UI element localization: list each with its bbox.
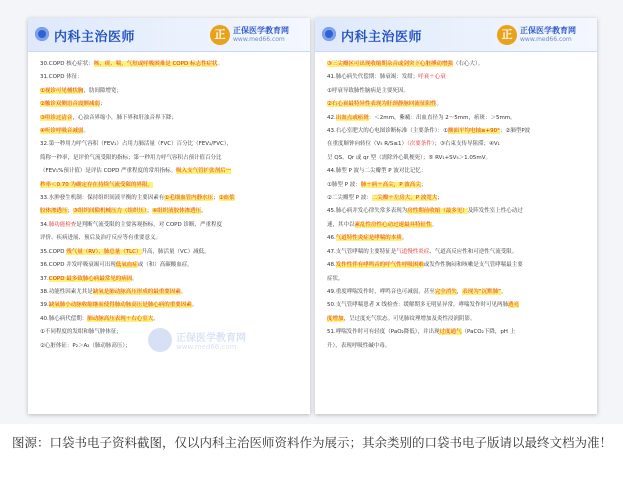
text-segment: 42.	[327, 114, 336, 121]
text-segment: 33.水肿發生机制：保持组织间液平衡的主要因素有	[40, 195, 165, 202]
text-line	[40, 219, 300, 232]
text-line	[327, 246, 587, 259]
page-title: 内科主治医师	[341, 30, 423, 45]
text-line	[40, 259, 300, 272]
text-segment: 。	[431, 221, 438, 228]
text-segment: 是判断气流受限的主要客观指标，对 COPD 诊断、严重程度	[76, 221, 222, 228]
text-segment: ；	[420, 181, 427, 188]
text-line	[40, 85, 300, 98]
text-line	[327, 71, 587, 84]
highlighted-text: ①毛细血管内静水压	[164, 195, 214, 202]
text-segment: 。	[191, 302, 198, 309]
text-line	[327, 112, 587, 125]
text-segment: 呈 QS、Qr 或 qr 型（需除外心肌梗死）；⑤ RV₁+SV₅＞1.05mV。	[327, 154, 492, 161]
text-segment: 。	[500, 288, 507, 295]
image-caption: 图源：口袋书电子资料截图，仅以内科主治医师资料作为展示；其余类别的口袋书电子版请以最终文档为准！	[12, 435, 613, 450]
text-line	[40, 165, 300, 178]
text-segment: 。	[436, 101, 442, 108]
text-segment: 。	[217, 61, 223, 67]
text-line	[40, 340, 300, 353]
page-text-right	[327, 58, 587, 408]
text-segment: 46.	[327, 235, 336, 242]
highlighted-text: 肺功能检查	[48, 221, 77, 228]
text-segment: 或（和）高碳酸血症。	[137, 262, 193, 269]
bullet-dot-icon	[322, 27, 336, 41]
bullet-dot-icon	[35, 27, 49, 41]
highlighted-text: 吸入支气管扩张剂后一	[176, 168, 232, 175]
text-line	[40, 232, 300, 245]
text-line	[327, 125, 587, 138]
text-segment: 。	[201, 208, 207, 215]
page-header-band	[315, 18, 597, 52]
text-line	[40, 58, 300, 71]
text-segment: 44.肺型 P 波与二尖瓣型 P 波对比记忆：	[327, 168, 427, 175]
text-segment: 48.	[327, 262, 336, 269]
text-line	[40, 299, 300, 312]
text-segment: 31.COPD 体征：	[40, 74, 83, 81]
brand-url: www.med66.com	[233, 36, 285, 43]
text-segment: ；	[99, 101, 106, 108]
text-segment: 。	[153, 315, 159, 322]
highlighted-text: 紊乱性房性心动过速最具特征性	[354, 221, 432, 228]
text-segment: 升高，肺活量（VC）减低。	[141, 248, 210, 255]
highlighted-text: 胶体渗透压	[40, 208, 68, 215]
text-segment: 及阵发性室上性心动过	[467, 208, 523, 215]
highlighted-text: ②右心衰最特异性表现为肝颈静脉回流征阳性	[327, 101, 437, 108]
text-line	[40, 326, 300, 339]
highlighted-text: 缺氧是肺动脉高压形成的最重要因素	[92, 288, 181, 295]
text-line	[327, 313, 587, 326]
highlighted-text: 肺动脉高压表现＋右心室大	[87, 315, 154, 322]
text-line	[327, 165, 587, 178]
text-segment: 评价、疾病进展、预后及治疗反应等有重要意义。	[40, 235, 162, 242]
highlighted-text: 缺氧肺小动脉收缩继而使得肺动脉高压是肺心病的重要因素	[48, 302, 192, 309]
page-title: 内科主治医师	[54, 30, 136, 45]
page-header-band	[28, 18, 310, 52]
brand-url: www.med66.com	[520, 36, 572, 43]
text-line	[40, 71, 300, 84]
highlighted-text: ③叩诊过清音	[40, 114, 73, 121]
text-segment: ，	[456, 288, 463, 295]
text-segment: ，肋间隙增宽；	[83, 87, 122, 94]
text-line	[327, 205, 587, 218]
text-line	[40, 179, 300, 192]
text-segment: 或发作性胸闷和咳嗽是支气管哮喘最主要	[423, 262, 523, 269]
text-line	[327, 259, 587, 272]
highlighted-text: ③组织间隙机械压力（组织压）	[73, 208, 147, 215]
highlighted-text: 残气量（RV）、肺总量（TLC）	[66, 248, 142, 255]
brand-name: 正保医学教育网	[520, 26, 576, 35]
highlighted-text: 房性期前收缩（最多见）	[407, 208, 468, 215]
text-segment: 升），表现呼吸性碱中毒。	[327, 342, 391, 349]
highlighted-text: （次要条件）	[407, 141, 435, 148]
text-segment: 32.第一秒用力呼气容积（FEV₁）占用力肺活量（FVC）百分比（FEV₁/FVC），	[40, 141, 233, 148]
text-segment: 39.	[40, 302, 49, 309]
page-text-left	[40, 58, 300, 408]
text-segment: 。	[132, 275, 138, 282]
highlighted-text: 表现为“沉默肺”	[462, 288, 501, 295]
text-line	[327, 299, 587, 312]
text-segment: ；	[67, 208, 74, 215]
text-line	[40, 246, 300, 259]
text-segment: ①不同程度的发绀和肺气肿体征；	[40, 329, 122, 336]
text-line	[327, 179, 587, 192]
text-segment: 36.COPD 并发呼吸衰竭可出现	[40, 262, 116, 269]
text-segment: ；③右束支传导阻滞；④V₁	[434, 141, 500, 148]
text-segment: ：＜2mm，紫癜：出血直径为 2～5mm，瘀斑：＞5mm。	[368, 114, 516, 121]
text-segment: 49.重度哮喘发作时，哮鸣音也可减弱，甚至	[327, 288, 435, 295]
text-segment: 30.COPD 核心症状：	[40, 61, 94, 67]
watermark-name: 正保医学教育网	[176, 333, 246, 344]
text-segment: 45.肺心病并发心律失常多表现为	[327, 208, 408, 215]
highlighted-text: COPD 最多致肺心病最常见的病因	[48, 275, 133, 282]
text-segment: ；②肺型P波	[499, 128, 531, 135]
text-line	[327, 219, 587, 232]
text-segment: ；	[213, 195, 219, 202]
highlighted-text: 完全消失	[434, 288, 457, 295]
text-segment: ，心浊音界缩小，肺下界和肝浊音界下降；	[72, 114, 177, 121]
text-segment: 37.	[40, 275, 49, 282]
brand-logo-icon: 正	[210, 25, 230, 45]
highlighted-text: 低氧血症	[115, 262, 138, 269]
highlighted-text: 发作性伴有哮鸣音的呼气性呼吸困难	[335, 262, 424, 269]
text-segment: ②二尖瓣型 P 波：	[327, 195, 372, 202]
text-segment: 50.支气管哮喘患者 X 线检查：缓解期多无明显异常，哮喘发作时可见两肺	[327, 302, 509, 309]
highlighted-text: ④听诊呼吸音减弱	[40, 128, 84, 135]
text-line	[40, 152, 300, 165]
text-line	[327, 326, 587, 339]
text-segment: ②心脏体征：P₂＞A₂（肺动脉高压）；	[40, 342, 131, 349]
text-line	[327, 286, 587, 299]
text-segment: （右心大）。	[452, 61, 484, 67]
text-segment: 在重度顺钟向转位（V₅ R/S≤1）	[327, 141, 407, 148]
text-segment: 简称一秒率，是评价气流受限的指标；第一秒用力呼气容积占预计值百分比	[40, 154, 222, 161]
text-line	[40, 205, 300, 218]
highlighted-text: 度增加	[327, 315, 344, 322]
text-segment: 34.	[40, 221, 49, 228]
brand-logo-icon: 正	[497, 25, 517, 45]
text-line	[327, 192, 587, 205]
text-line	[327, 58, 587, 71]
text-line	[40, 112, 300, 125]
text-line	[327, 152, 587, 165]
brand-logo	[210, 24, 302, 46]
text-segment: ①呼衰导致肺性脑病是主要死因。	[327, 87, 409, 94]
text-segment: 51.哮喘发作时可有轻度（PaO₂降低），并出现	[327, 329, 440, 336]
text-line	[327, 98, 587, 111]
text-segment: 41.肺心病失代偿期：肺衰竭：发绀；	[327, 74, 419, 81]
highlighted-text: 秒率＜0.70 为确定存在持续气流受限的界限。	[40, 181, 153, 188]
text-segment: 、气道高反应性和可逆性气流受限。	[429, 248, 518, 255]
text-line	[40, 192, 300, 205]
highlighted-text: ③三尖瓣区可出现收缩期杂音或剑突下心脏搏动增强	[327, 61, 453, 67]
text-line	[327, 232, 587, 245]
highlighted-text: 气道慢性炎症	[396, 248, 430, 255]
text-segment: 40.肺心病代偿期：	[40, 315, 88, 322]
brand-logo	[497, 24, 589, 46]
highlighted-text: ②血浆	[218, 195, 235, 202]
highlighted-text: 透亮	[508, 302, 520, 309]
highlighted-text: 气道特性炎症是哮喘的本质	[335, 235, 402, 242]
highlighted-text: ②触诊双侧语音震颤减弱	[40, 101, 100, 108]
text-segment: 38.功能性因素尤其是	[40, 288, 93, 295]
highlighted-text: 出血点或瘀斑	[335, 114, 369, 121]
text-line	[40, 273, 300, 286]
text-segment: （PaCO₂下降，pH 上	[461, 329, 516, 336]
text-segment: （FEV₁%预计值）是评估 COPD 严重程度的常用指标。	[40, 168, 177, 175]
text-segment: ，呈过度充气状态。可见肺纹理增加及炎性浸润阴影。	[343, 315, 476, 322]
highlighted-text: ④组织液胶体渗透压	[152, 208, 202, 215]
document-page-right	[315, 18, 597, 414]
text-line	[327, 340, 587, 353]
highlighted-text: 呼衰＋心衰	[418, 74, 446, 81]
highlighted-text: 二尖瓣＋左房大，P 波宽大	[371, 195, 438, 202]
text-segment: ；	[146, 208, 153, 215]
text-segment: 。	[180, 288, 187, 295]
text-segment: 速，其中以	[327, 221, 355, 228]
text-segment: 症状。	[327, 275, 344, 282]
text-segment: 43.右心室肥大的心电图诊断标准（主要条件）：①	[327, 128, 448, 135]
brand-name: 正保医学教育网	[233, 26, 289, 35]
text-segment: ①肺型 P 波：	[327, 181, 361, 188]
highlighted-text: 额面平均电轴≥+90°	[447, 128, 500, 135]
text-line	[40, 286, 300, 299]
text-segment: ；	[437, 195, 443, 202]
text-segment: 。	[83, 128, 89, 135]
text-segment: 47.支气管哮喘的主要特征是	[327, 248, 397, 255]
highlighted-text: 过度通气	[439, 329, 462, 336]
watermark-url: www.med66.com	[176, 343, 237, 351]
highlighted-text: 肺＋病＋高尖，P 波高尖	[360, 181, 421, 188]
highlighted-text: ①视诊可见桶状胸	[40, 87, 84, 94]
text-line	[40, 125, 300, 138]
text-line	[40, 138, 300, 151]
text-segment: 。	[401, 235, 408, 242]
text-line	[40, 313, 300, 326]
text-line	[327, 85, 587, 98]
text-line	[327, 273, 587, 286]
text-line	[40, 98, 300, 111]
text-line	[327, 138, 587, 151]
highlighted-text: 咳、痰、喘，气短或呼吸困难是 COPD 标志性症状	[93, 61, 218, 67]
text-segment: 35.COPD	[40, 248, 67, 255]
document-page-left	[28, 18, 310, 414]
